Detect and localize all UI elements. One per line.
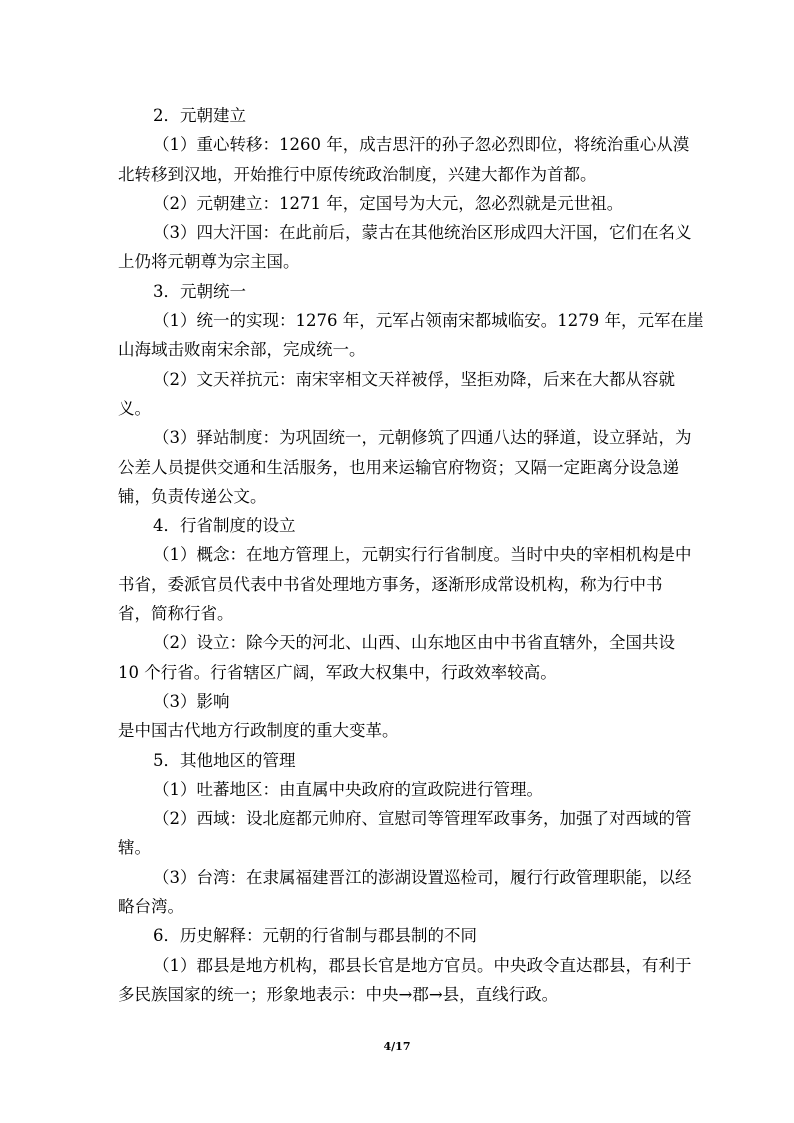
- heading-5: 5．其他地区的管理: [153, 750, 296, 770]
- paragraph-line: （2）元朝建立：1271 年，定国号为大元，忽必烈就是元世祖。: [153, 193, 624, 213]
- paragraph-line: 省，简称行省。: [118, 604, 234, 624]
- heading-2: 2．元朝建立: [153, 106, 246, 125]
- paragraph-line: （1）郡县是地方机构，郡县长官是地方官员。中央政令直达郡县，有利于: [153, 955, 692, 975]
- paragraph-line: （3）四大汗国：在此前后，蒙古在其他统治区形成四大汗国，它们在名义: [153, 223, 692, 243]
- paragraph-line: 多民族国家的统一；形象地表示：中央→郡→县，直线行政。: [118, 984, 559, 1004]
- paragraph-line: （2）西域：设北庭都元帅府、宣慰司等管理军政事务，加强了对西域的管: [153, 809, 692, 829]
- paragraph-line: （1）概念：在地方管理上，元朝实行行省制度。当时中央的宰相机构是中: [153, 545, 692, 565]
- paragraph-line: 公差人员提供交通和生活服务，也用来运输官府物资；又隔一定距离分设急递: [118, 457, 679, 477]
- paragraph-line: （3）影响: [153, 691, 230, 711]
- heading-3: 3．元朝统一: [153, 281, 246, 301]
- paragraph-line: （3）台湾：在隶属福建晋江的澎湖设置巡检司，履行行政管理职能，以经: [153, 867, 692, 887]
- paragraph-line: 书省，委派官员代表中书省处理地方事务，逐渐形成常设机构，称为行中书: [118, 574, 663, 594]
- paragraph-line: （3）驿站制度：为巩固统一，元朝修筑了四通八达的驿道，设立驿站，为: [153, 428, 692, 448]
- paragraph-line: （1）统一的实现：1276 年，元军占领南宋都城临安。1279 年，元军在崖: [153, 311, 704, 331]
- heading-6: 6．历史解释：元朝的行省制与郡县制的不同: [153, 926, 477, 946]
- paragraph-line: 山海域击败南宋余部，完成统一。: [118, 340, 366, 360]
- paragraph-line: 北转移到汉地，开始推行中原传统政治制度，兴建大都作为首都。: [118, 164, 597, 184]
- paragraph-line: 10 个行省。行省辖区广阔，军政大权集中，行政效率较高。: [118, 662, 557, 682]
- paragraph-line: 铺，负责传递公文。: [118, 486, 267, 506]
- paragraph-line: 辖。: [118, 838, 151, 858]
- paragraph-line: （2）设立：除今天的河北、山西、山东地区由中书省直辖外，全国共设: [153, 633, 675, 653]
- paragraph-line: （1）重心转移：1260 年，成吉思汗的孙子忽必烈即位，将统治重心从漠: [153, 135, 690, 155]
- paragraph-line: 义。: [118, 398, 151, 418]
- paragraph-line: 是中国古代地方行政制度的重大变革。: [118, 721, 399, 741]
- document-body: [118, 101, 704, 1009]
- page-number: 4/17: [383, 1040, 411, 1053]
- heading-4: 4．行省制度的设立: [153, 516, 296, 536]
- paragraph-line: 略台湾。: [118, 897, 184, 917]
- paragraph-line: （2）文天祥抗元：南宋宰相文天祥被俘，坚拒劝降，后来在大都从容就: [153, 369, 675, 389]
- paragraph-line: （1）吐蕃地区：由直属中央政府的宣政院进行管理。: [153, 779, 543, 799]
- paragraph-line: 上仍将元朝尊为宗主国。: [118, 252, 300, 272]
